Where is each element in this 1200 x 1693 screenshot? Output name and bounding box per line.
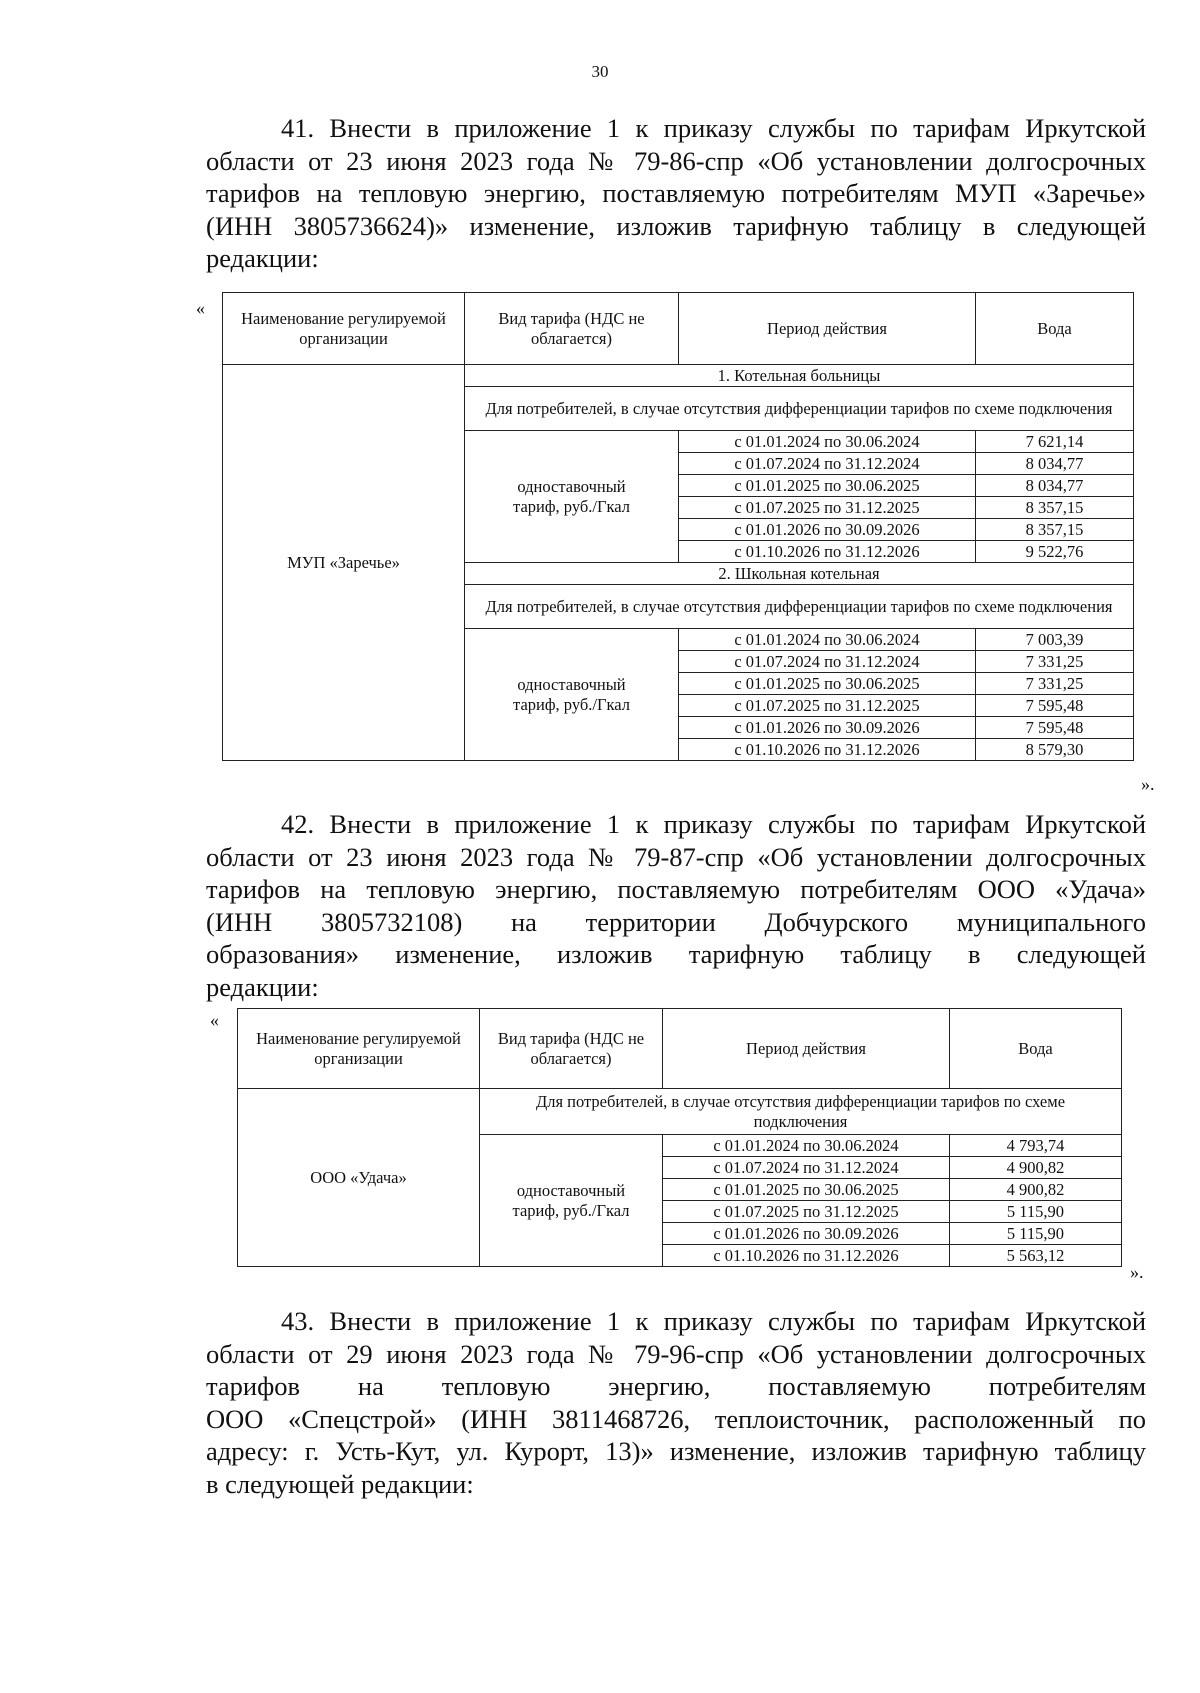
header-organization: Наименование регулируемой организации bbox=[238, 1009, 480, 1089]
section-title: 1. Котельная больницы bbox=[465, 365, 1134, 387]
value-cell: 7 331,25 bbox=[976, 651, 1134, 673]
paragraph-line: адресу: г. Усть-Кут, ул. Курорт, 13)» изменение, изложив тарифную таблицу bbox=[206, 1436, 1146, 1466]
value-cell: 7 595,48 bbox=[976, 695, 1134, 717]
paragraph-line: редакции: bbox=[206, 971, 319, 1002]
header-tariff-type: Вид тарифа (НДС не облагается) bbox=[480, 1009, 663, 1089]
page-number: 30 bbox=[591, 62, 609, 81]
quote-close: ». bbox=[1130, 1262, 1144, 1282]
section-title-row bbox=[223, 365, 1134, 387]
value-cell: 8 357,15 bbox=[976, 497, 1134, 519]
period-cell: с 01.10.2026 по 31.12.2026 bbox=[663, 1245, 950, 1267]
table-header-row bbox=[238, 1009, 1122, 1089]
section-note: Для потребителей, в случае отсутствия дифференциации тарифов по схеме подключения bbox=[480, 1089, 1122, 1135]
period-cell: с 01.07.2024 по 31.12.2024 bbox=[663, 1157, 950, 1179]
organization-cell: МУП «Заречье» bbox=[223, 365, 465, 761]
paragraph-line: в следующей редакции: bbox=[206, 1468, 474, 1499]
organization-cell: ООО «Удача» bbox=[238, 1089, 480, 1267]
value-cell: 8 034,77 bbox=[976, 453, 1134, 475]
tariff-type-cell: одноставочный тариф, руб./Гкал bbox=[465, 629, 679, 761]
header-tariff-type: Вид тарифа (НДС не облагается) bbox=[465, 293, 679, 365]
paragraph-line: тарифов на тепловую энергию, поставляемую потребителям ООО «Удача» bbox=[206, 874, 1146, 904]
period-cell: с 01.01.2024 по 30.06.2024 bbox=[679, 629, 976, 651]
tariff-type-cell: одноставочный тариф, руб./Гкал bbox=[465, 431, 679, 563]
paragraph-line: области от 23 июня 2023 года № 79-87-спр «Об установлении долгосрочных bbox=[206, 841, 1146, 872]
value-cell: 5 563,12 bbox=[950, 1245, 1122, 1267]
value-cell: 9 522,76 bbox=[976, 541, 1134, 563]
period-cell: с 01.01.2026 по 30.09.2026 bbox=[679, 717, 976, 739]
value-cell: 4 900,82 bbox=[950, 1157, 1122, 1179]
value-cell: 8 579,30 bbox=[976, 739, 1134, 761]
period-cell: с 01.07.2025 по 31.12.2025 bbox=[679, 695, 976, 717]
value-cell: 7 331,25 bbox=[976, 673, 1134, 695]
header-water: Вода bbox=[976, 293, 1134, 365]
section-note: Для потребителей, в случае отсутствия дифференциации тарифов по схеме подключения bbox=[465, 585, 1134, 629]
paragraph-line: области от 23 июня 2023 года № 79-86-спр «Об установлении долгосрочных bbox=[206, 145, 1146, 176]
tariff-table-udacha bbox=[237, 1008, 1122, 1267]
paragraph-line: 41. Внести в приложение 1 к приказу службы по тарифам Иркутской bbox=[281, 113, 1146, 143]
period-cell: с 01.10.2026 по 31.12.2026 bbox=[679, 739, 976, 761]
period-cell: с 01.01.2026 по 30.09.2026 bbox=[663, 1223, 950, 1245]
paragraph-line: 42. Внести в приложение 1 к приказу службы по тарифам Иркутской bbox=[281, 809, 1146, 839]
period-cell: с 01.07.2025 по 31.12.2025 bbox=[679, 497, 976, 519]
paragraph-line: 43. Внести в приложение 1 к приказу службы по тарифам Иркутской bbox=[281, 1306, 1146, 1336]
value-cell: 7 595,48 bbox=[976, 717, 1134, 739]
value-cell: 5 115,90 bbox=[950, 1201, 1122, 1223]
paragraph-line: тарифов на тепловую энергию, поставляемую потребителям МУП «Заречье» bbox=[206, 178, 1146, 208]
value-cell: 7 003,39 bbox=[976, 629, 1134, 651]
value-cell: 5 115,90 bbox=[950, 1223, 1122, 1245]
quote-open: « bbox=[196, 298, 205, 318]
paragraph-41 bbox=[206, 112, 1146, 275]
value-cell: 4 793,74 bbox=[950, 1135, 1122, 1157]
quote-open: « bbox=[210, 1010, 219, 1030]
period-cell: с 01.01.2024 по 30.06.2024 bbox=[679, 431, 976, 453]
paragraph-line: образования» изменение, изложив тарифную таблицу в следующей bbox=[206, 939, 1146, 969]
period-cell: с 01.01.2024 по 30.06.2024 bbox=[663, 1135, 950, 1157]
quote-close: ». bbox=[1141, 774, 1155, 794]
section-title: 2. Школьная котельная bbox=[465, 563, 1134, 585]
table-header-row bbox=[223, 293, 1134, 365]
header-water: Вода bbox=[950, 1009, 1122, 1089]
tariff-type-cell: одноставочный тариф, руб./Гкал bbox=[480, 1135, 663, 1267]
paragraph-43 bbox=[206, 1305, 1146, 1500]
header-organization: Наименование регулируемой организации bbox=[223, 293, 465, 365]
section-note-row bbox=[238, 1089, 1122, 1135]
period-cell: с 01.01.2025 по 30.06.2025 bbox=[679, 475, 976, 497]
section-note: Для потребителей, в случае отсутствия дифференциации тарифов по схеме подключения bbox=[465, 387, 1134, 431]
paragraph-line: редакции: bbox=[206, 243, 319, 273]
tariff-table-zarechye bbox=[222, 292, 1134, 761]
paragraph-line: (ИНН 3805732108) на территории Добчурского муниципального bbox=[206, 906, 1146, 937]
period-cell: с 01.07.2025 по 31.12.2025 bbox=[663, 1201, 950, 1223]
paragraph-line: области от 29 июня 2023 года № 79-96-спр «Об установлении долгосрочных bbox=[206, 1338, 1146, 1369]
value-cell: 7 621,14 bbox=[976, 431, 1134, 453]
paragraph-42 bbox=[206, 808, 1146, 1003]
paragraph-line: тарифов на тепловую энергию, поставляемую потребителям bbox=[206, 1371, 1146, 1401]
period-cell: с 01.10.2026 по 31.12.2026 bbox=[679, 541, 976, 563]
header-period: Период действия bbox=[663, 1009, 950, 1089]
paragraph-line: (ИНН 3805736624)» изменение, изложив тарифную таблицу в следующей bbox=[206, 210, 1146, 241]
value-cell: 8 357,15 bbox=[976, 519, 1134, 541]
period-cell: с 01.01.2026 по 30.09.2026 bbox=[679, 519, 976, 541]
value-cell: 4 900,82 bbox=[950, 1179, 1122, 1201]
period-cell: с 01.01.2025 по 30.06.2025 bbox=[663, 1179, 950, 1201]
value-cell: 8 034,77 bbox=[976, 475, 1134, 497]
period-cell: с 01.07.2024 по 31.12.2024 bbox=[679, 453, 976, 475]
header-period: Период действия bbox=[679, 293, 976, 365]
paragraph-line: ООО «Спецстрой» (ИНН 3811468726, теплоисточник, расположенный по bbox=[206, 1403, 1146, 1434]
period-cell: с 01.07.2024 по 31.12.2024 bbox=[679, 651, 976, 673]
period-cell: с 01.01.2025 по 30.06.2025 bbox=[679, 673, 976, 695]
